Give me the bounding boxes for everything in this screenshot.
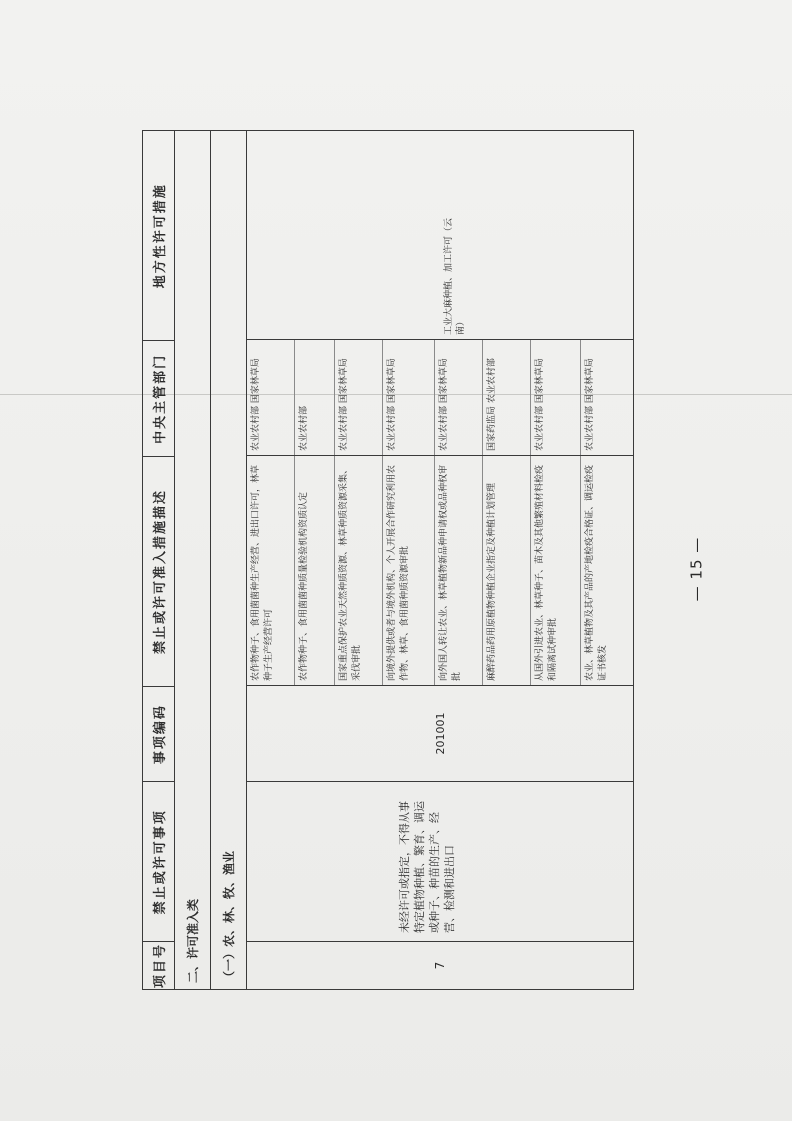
header-item-code: 事项编码 [143, 686, 174, 782]
col-item-no [247, 941, 633, 989]
dept-row [335, 340, 383, 455]
dept-text: 国家药监局 农业农村部 [487, 358, 497, 451]
col-permit-item [247, 781, 633, 941]
dept-text: 农业农村部 国家林草局 [387, 358, 397, 451]
dept-row [247, 340, 295, 455]
dept-row [435, 340, 483, 455]
dept-row [383, 340, 435, 455]
measure-text: 向外国人转让农业、林草植物新品种申请权或品种权审批 [439, 464, 462, 681]
measure-row [295, 456, 335, 685]
dept-text: 农业农村部 [299, 405, 309, 451]
header-measure-desc: 禁止或许可准入措施描述 [143, 456, 174, 685]
subsection-title-agriculture: （一）农、林、牧、渔业 [211, 131, 247, 989]
col-local-desc [247, 129, 633, 339]
item-code: 201001 [433, 712, 447, 755]
measure-row [483, 456, 531, 685]
measure-row [435, 456, 483, 685]
rotated-table-area [142, 130, 634, 990]
measure-text: 麻醉药品药用原植物种植企业指定及种植计划管理 [487, 482, 497, 681]
measure-row [247, 456, 295, 685]
header-local-desc: 地方性许可措施 [153, 183, 168, 289]
measure-text: 从国外引进农业、林草种子、苗木及其他繁殖材料检疫和隔离试种审批 [535, 464, 558, 681]
dept-row [295, 340, 335, 455]
local-permit-text: 工业大麻种植、加工许可（云南） [444, 217, 466, 335]
measure-text: 向境外提供或者与境外机构、个人开展合作研究利用农作物、林草、食用菌种质资源审批 [387, 464, 410, 681]
dept-row [531, 340, 581, 455]
col-item-code [247, 685, 633, 781]
permit-table [142, 130, 634, 990]
measure-row [335, 456, 383, 685]
header-central-dept: 中央主管部门 [143, 341, 174, 457]
header-item-no: 项目号 [143, 941, 174, 989]
table-header-row [143, 131, 175, 989]
dept-text: 农业农村部 国家林草局 [585, 358, 595, 451]
page-number: — 15 — [687, 536, 706, 602]
measure-text: 农作物种子、食用菌菌种生产经营、进出口许可，林草种子生产经营许可 [251, 464, 274, 681]
item-number: 7 [433, 961, 447, 970]
col-central-dept [247, 339, 633, 455]
dept-text: 农业农村部 国家林草局 [251, 358, 261, 451]
measure-row [383, 456, 435, 685]
section-title-permit: 二、许可准入类 [175, 131, 211, 989]
measure-text: 国家重点保护农业天然种质资源、林草种质资源采集、采伐审批 [339, 464, 362, 681]
dept-row [483, 340, 531, 455]
col-measures [247, 455, 633, 685]
measure-text: 农业、林草植物及其产品的产地检疫合格证、调运检疫证书核发 [585, 464, 608, 681]
measure-row [531, 456, 581, 685]
permit-item-text: 未经许可或指定，不得从事特定植物种植、繁育、调运或种子、种苗的生产、经营、检测和进出口 [398, 801, 456, 933]
dept-text: 农业农村部 国家林草局 [439, 358, 449, 451]
measure-text: 农作物种子、食用菌菌种质量检验机构资质认定 [299, 491, 309, 681]
measure-row [581, 456, 633, 685]
table-body [247, 131, 633, 989]
dept-text: 农业农村部 国家林草局 [535, 358, 545, 451]
dept-row [581, 340, 633, 455]
header-permit-item: 禁止或许可事项 [143, 781, 174, 941]
dept-text: 农业农村部 国家林草局 [339, 358, 349, 451]
